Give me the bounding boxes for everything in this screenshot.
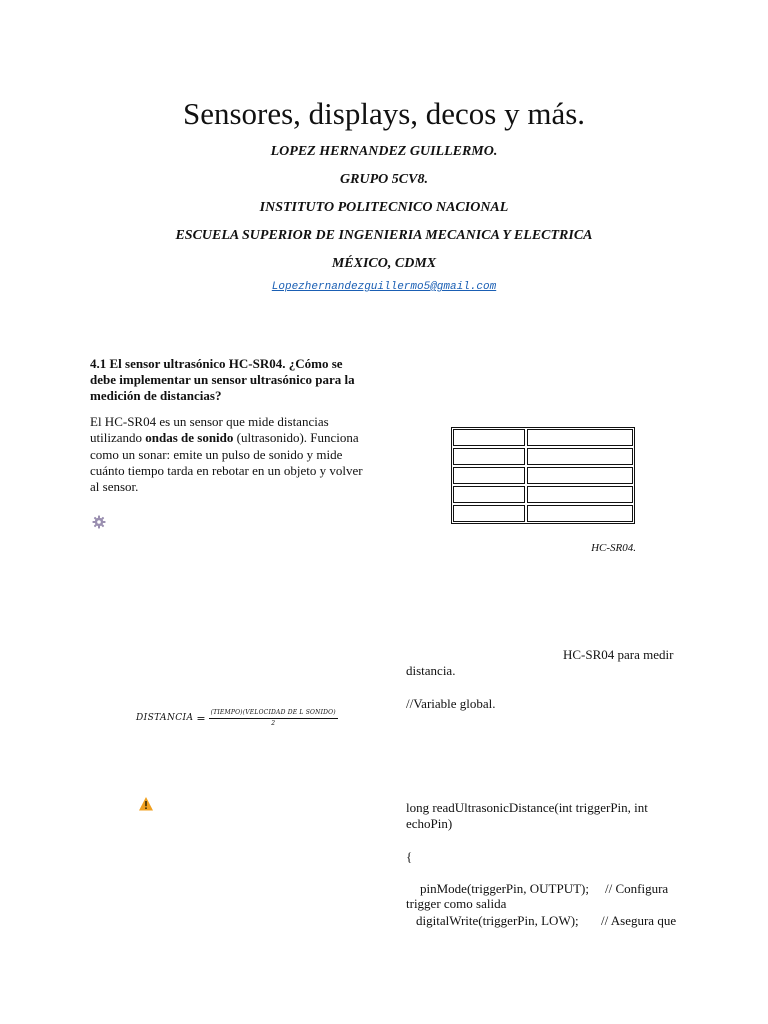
code-line-1: long readUltrasonicDistance(int triggerPin, int <box>406 800 648 815</box>
intro-text-2: (ultrasonido). Funciona como un sonar: emite un pulso de sonido y mide cuánto tiempo tarda en rebotar en un objeto y volver al sensor. <box>90 430 363 495</box>
table-cell <box>527 505 633 522</box>
code-line-5: trigger como salida <box>406 896 507 911</box>
formula-denominator: 2 <box>271 719 276 727</box>
table-cell <box>527 486 633 503</box>
table-cell <box>453 467 525 484</box>
institute-name: INSTITUTO POLITECNICO NACIONAL <box>259 200 509 215</box>
code-line-4a: pinMode(triggerPin, OUTPUT); <box>420 881 589 896</box>
code-line-4b: // Configura <box>605 881 669 896</box>
group-label: GRUPO 5CV8. <box>340 172 428 187</box>
code-line-6b: // Asegura que <box>601 913 677 928</box>
table-cell <box>453 486 525 503</box>
formula-fraction <box>209 709 338 728</box>
intro-bold-text: ondas de sonido <box>145 430 234 446</box>
author-name: LOPEZ HERNANDEZ GUILLERMO. <box>270 144 498 159</box>
intro-text-1: El HC-SR04 es un sensor que mide distancias utilizando <box>90 414 329 446</box>
table-cell <box>453 429 525 446</box>
pin-table <box>451 427 635 524</box>
intro-paragraph <box>90 414 365 495</box>
school-name: ESCUELA SUPERIOR DE INGENIERIA MECANICA Y ELECTRICA <box>175 228 593 243</box>
warning-icon <box>138 796 154 812</box>
city-label: MÉXICO, CDMX <box>331 256 437 271</box>
gear-icon <box>92 515 106 529</box>
formula-numerator: (TIEMPO)(VELOCIDAD DE L SONIDO) <box>209 709 338 719</box>
intro-line-a: HC-SR04 para medir <box>563 647 674 662</box>
table-cell <box>527 467 633 484</box>
table-cell <box>453 448 525 465</box>
formula-equals: = <box>196 711 206 725</box>
table-cell <box>527 448 633 465</box>
distance-formula <box>136 706 338 730</box>
email-link[interactable]: Lopezhernandezguillermo5@gmail.com <box>271 281 497 293</box>
table-cell <box>453 505 525 522</box>
table-cell <box>527 429 633 446</box>
code-line-2: echoPin) <box>406 816 453 831</box>
code-comment: //Variable global. <box>406 696 496 711</box>
formula-lhs: DISTANCIA <box>136 713 194 723</box>
table-caption: HC-SR04. <box>591 542 636 554</box>
code-line-3: { <box>406 849 413 864</box>
code-line-6a: digitalWrite(triggerPin, LOW); <box>416 913 579 928</box>
section-heading: 4.1 El sensor ultrasónico HC-SR04. ¿Cómo se debe implementar un sensor ultrasónico para la medición de distancias? <box>90 356 355 403</box>
page-title: Sensores, displays, decos y más. <box>182 96 586 131</box>
intro-line-b: distancia. <box>406 663 456 678</box>
